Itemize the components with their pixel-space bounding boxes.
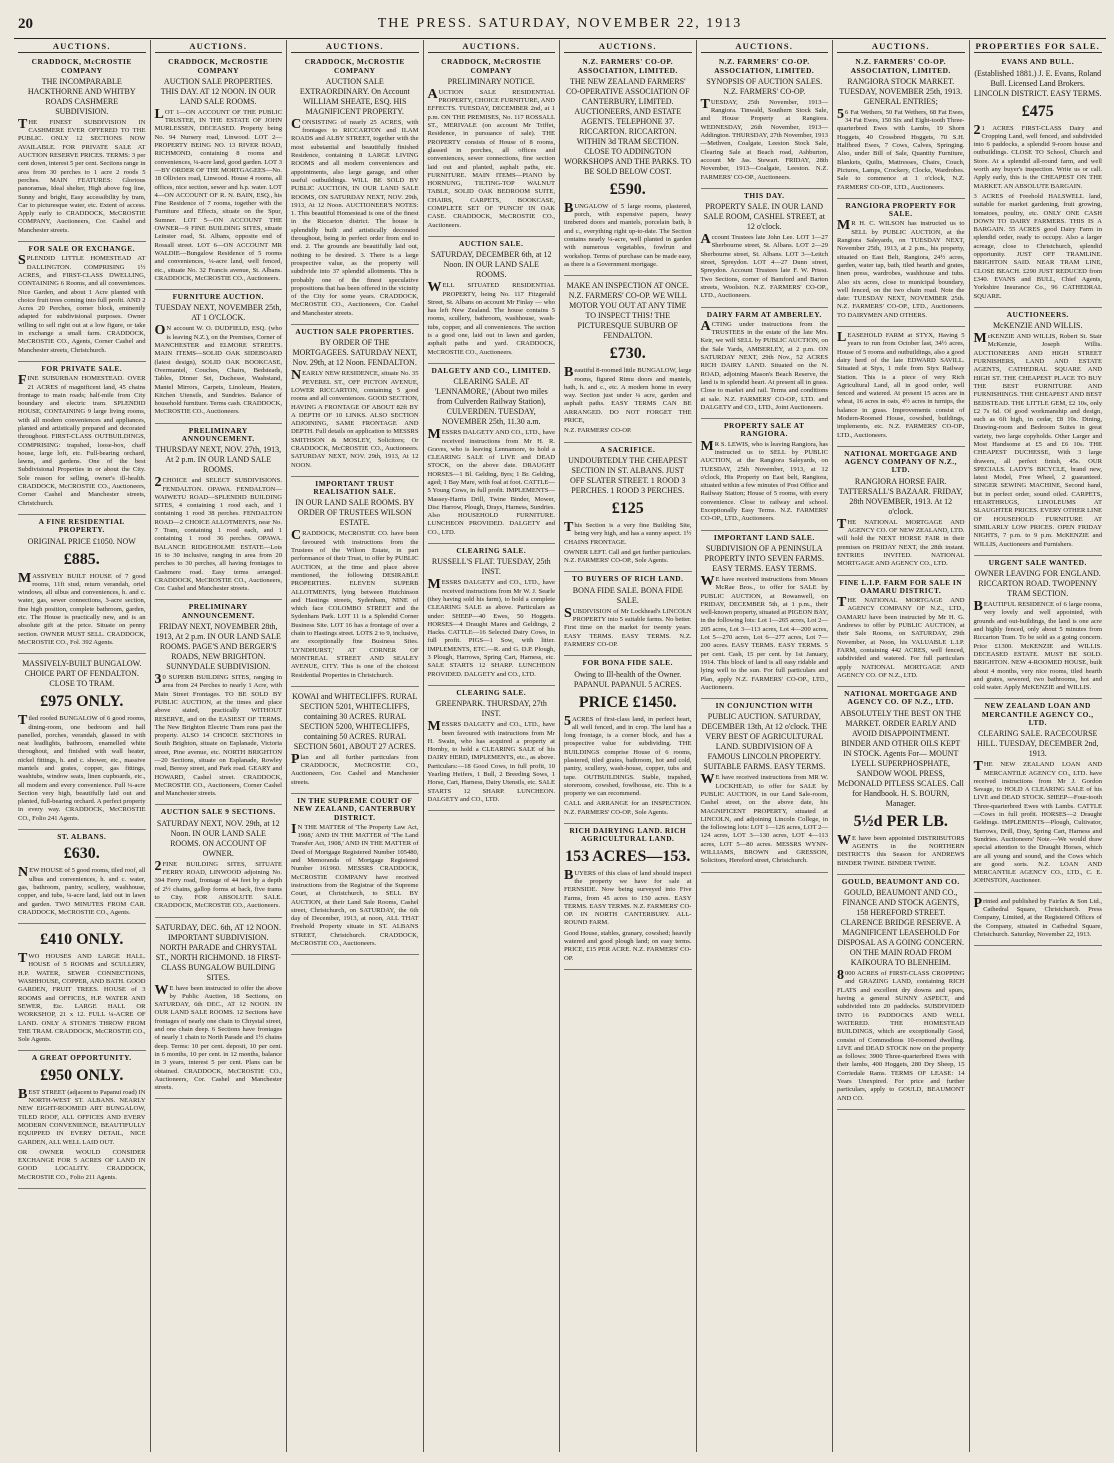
ad-body: 8000 ACRES of FIRST-CLASS CROPPING and GRAZING LAND, containing RICH FLATS and excellent dry downs and spurs, having a general SUNNY ASPECT, and subdivided into 20 paddocks. SUBDIVIDED INTO 16 PADDOCKS AND WELL WATERED. THE HOMESTEAD BUILDINGS, which are exceptionally Good, consist of Commodious 10-roomed dwelling. LIVE and DEAD STOCK now on the property as follows: 3900 Three-quarterbred Ewes with their lambs, 400 Hoggets, 280 Dry Sheep, 15 Corriedale Rams. TERMS OF LEASE: 14 Years Unexpired. For price and further particulars, apply to GOULD, BEAUMONT AND CO. xyxy=(837,968,965,1102)
ad-subheading: TUESDAY NEXT, NOVEMBER 25th, AT 1 O'CLOCK. xyxy=(155,303,282,323)
advertisement xyxy=(155,918,283,1100)
ad-subheading: PROPERTY SALE. IN OUR LAND SALE ROOM, CASHEL STREET, at 12 o'clock. xyxy=(703,202,825,232)
advertisement xyxy=(701,531,829,699)
ad-price: £975 ONLY. xyxy=(40,693,124,711)
ad-subheading: PUBLIC AUCTION. SATURDAY, DECEMBER 13th, At 12 o'clock. THE VERY BEST OF AGRICULTURAL LAND. SUBDIVISION OF A FAMOUS LINCOLN PROPERTY. SUITABLE FARMS. EASY TERMS. xyxy=(701,712,827,772)
columns-container xyxy=(14,40,1106,1452)
ad-price: PRICE £1450. xyxy=(578,693,677,711)
section-header: AUCTIONS. xyxy=(155,40,283,53)
ad-body-continued: CALL and ARRANGE for an INSPECTION. N.Z. FARMERS' CO-OP., Sole Agents. xyxy=(564,800,692,816)
ad-heading: TO BUYERS OF RICH LAND. xyxy=(572,574,684,584)
advertisement xyxy=(701,419,829,531)
advertisement xyxy=(155,600,283,805)
ad-body-continued: Good House, stables, granary, cowshed; heavily watered and good plough land; on easy terms. PRICE, £15 PER ACRE. N.Z. FARMERS' CO-OP. xyxy=(564,929,692,962)
column-5 xyxy=(560,40,697,1452)
ad-heading: A SACRIFICE. xyxy=(600,444,656,454)
ad-body: THE FINEST SUBDIVISION IN CASHMERE EVER OFFERED TO THE PUBLIC. ONLY 12 SECTIONS NOW AVAILABLE. FOR PRIVATE SALE AT AUCTION RESERVE PRICES. TERMS: 3 per cent down, interest 5 per cent. Sections range in area from 30 perches to 1 acre 2 roods 5 perches. MAIN FEATURES: Glorious panoramas, Ideal shelter, High above fog line, Sunny and bright, Easy accessibility by tram, Car to picturesque water, etc. Extent of access. Apply early to CRADDOCK, McCROSTIE COMPANY, Auctioneers, Cor. Cashel and Manchester streets. xyxy=(18,116,146,234)
ad-heading: FURNITURE AUCTION. xyxy=(172,292,264,302)
ad-body: THE NATIONAL MORTGAGE AND AGENCY COMPANY OF N.Z., LTD., OAMARU have been instructed by Mr H. G. Andrews to offer by PUBLIC AUCTION, at their Sale Rooms, on SATURDAY, 29th November, at Noon, his VALUABLE L.I.P. FARM, containing 442 ACRES, well fenced, subdivided and watered. For full particulars apply NATIONAL MORTGAGE AND AGENCY CO. OF N.Z., LTD. xyxy=(837,595,965,679)
ad-body: WELL SITUATED RESIDENTIAL PROPERTY, being No. 117 Fitzgerald Street, St. Albans on account Mr Finlay — who has left New Zealand. The house contains 5 rooms, scullery, bathroom, washhouse, wash-tubs, copper, and all conveniences. The section is a good one, laid out in lawn and garden, asphalt paths and yard. CRADDOCK, McCROSTIE CO., Auctioneers. xyxy=(427,280,555,356)
ad-body: BEST STREET (adjacent to Papanui road) IN NORTH-WEST ST. ALBANS. NEARLY NEW EIGHT-ROOMED ART BUNGALOW, TILED ROOF, ALL OFFICES AND EVERY MODERN CONVENIENCE, BEAUTIFULLY EQUIPPED IN EVERY DETAIL, NICE GARDEN, ALL WELL LAID OUT. xyxy=(18,1086,146,1146)
ad-price: £475 xyxy=(1021,102,1054,120)
advertisement xyxy=(18,362,146,515)
ad-price: £885. xyxy=(63,550,100,568)
ad-heading: N.Z. FARMERS' CO-OP. ASSOCIATION, LIMITED. xyxy=(714,57,815,75)
ad-heading: CRADDOCK, McCROSTIE COMPANY xyxy=(304,57,405,75)
column-7 xyxy=(833,40,970,1452)
ad-body: FINE SUBURBAN HOMESTEAD. OVER 21 ACRES of magnificent land, 45 chains frontage to main roads; half-mile from City boundary and electric tram. SPLENDID HOUSE, CONTAINING 9 large living rooms, with all modern conveniences and appliances, planted and artistically prepared and decorated throughout. FIRST-CLASS OUTBUILDINGS, COMPRISING: trapshed, loose-box, chaff house, large loft, etc. Full-bearing orchard, lawns, and gardens. One of the best Subdivisional Properties in or about the City. Sole reason for selling, owner's ill-health. CRADDOCK, McCROSTIE CO., Auctioneers, Corner Cashel and Manchester streets, Christchurch. xyxy=(18,373,146,507)
ad-subheading: SATURDAY NEXT, NOV. 29th, at 12 Noon. IN OUR LAND SALE ROOMS. ON ACCOUNT OF OWNER. xyxy=(156,818,280,858)
ad-body: BUNGALOW of 5 large rooms, plastered, porch, with expensive papers, heavy timbered doors and mantels, porcelain bath, h and c., everything right up-to-date. The Section contains nearly ¼-acre, well planted in garden with numerous vegetables, fowlrun and workshop. Terms of purchase can be made easy, as there is a Government mortgage. xyxy=(564,200,692,268)
ad-heading: CRADDOCK, McCROSTIE COMPANY xyxy=(441,57,542,75)
section-header: AUCTIONS. xyxy=(18,40,146,53)
ad-body: 30 SUPERB BUILDING SITES, ranging in area from 24 Perches to nearly 1 Acre, with Main Street Frontages. TO BE SOLD BY PUBLIC AUCTION, at the times and place above stated, practically WITHOUT RESERVE, and on the EASIEST OF TERMS. The New Brighton Electric Tram runs past the property. ALSO 14 CHOICE SECTIONS in South Brighton, situate on Esplanade, Victoria street, Pine avenue, etc. NORTH BRIGHTON—20 Sections, situate on Esplanade, Rowley road, Beresy street, and Park road. GEARY and HOWARD, Cashel street. CRADDOCK, McCROSTIE CO., Auctioneers, Corner Cashel and Manchester streets. xyxy=(154,672,282,798)
ad-heading: CRADDOCK, McCROSTIE COMPANY xyxy=(168,57,269,75)
advertisement xyxy=(291,55,419,325)
ad-subheading: OWNER LEAVING FOR ENGLAND. RICCARTON ROAD. TWOPENNY TRAM SECTION. xyxy=(974,569,1101,599)
ad-subheading: CLEARING SALE. RACECOURSE HILL. TUESDAY, DECEMBER 2nd, 1913. xyxy=(977,729,1099,759)
ad-body: Account Trustees late John Lee. LOT 1—27 Sherbourne street, St. Albans. LOT 2—29 Sherbourne street, St. Albans. LOT 3—Leitch street, Spreydon. LOT 4—27 Dunn street, Spreydon. Account Trustees late F. W. Priest. Two Sections, corner of Bamford and Barton streets, Woolston. N.Z. FARMERS' CO-OP., LTD., Auctioneers. xyxy=(700,232,828,300)
ad-heading: IMPORTANT LAND SALE. xyxy=(713,532,815,542)
ad-subheading: SATURDAY, DEC. 6th, AT 12 NOON. IMPORTANT SUBDIVISION. NORTH PARADE and CHRYSTAL ST., NORTH RICHMOND. 18 FIRST-CLASS BUNGALOW BUILDING SITES. xyxy=(155,922,281,982)
ad-heading: EVANS AND BULL. xyxy=(1001,57,1075,67)
advertisement xyxy=(428,55,556,237)
ad-subheading: GREENPARK. THURSDAY, 27th INST. xyxy=(435,699,547,719)
ad-heading: PRELIMINARY ANNOUNCEMENT. xyxy=(181,425,255,443)
ad-subheading: PRELIMINARY NOTICE. xyxy=(447,76,535,86)
ad-heading: ST. ALBANS. xyxy=(57,832,107,842)
ad-heading: PROPERTY SALE AT RANGIORA. xyxy=(724,421,805,439)
ad-subheading: AUCTION SALE PROPERTIES. THIS DAY. AT 12 NOON. IN OUR LAND SALE ROOMS. xyxy=(160,76,276,106)
ad-body: NEARLY NEW RESIDENCE, situate No. 35 PEVEREL ST., OFF PICTON AVENUE, LOWER RICCARTON, containing 5 good rooms and all conveniences. GOOD SECTION, HAVING A FRONTAGE OF ABOUT 82ft BY A DEPTH OF 10 LINKS. ALSO SECTION ADJOINING, SAME FRONTAGE AND DEPTH. Full details on application to MESSRS SMITHSON & MOSLEY, Solicitors; Or CRADDOCK, McCROSTIE CO., Auctioneers. SATURDAY NEXT, NOV. 29th, 1913, At 12 NOON. xyxy=(291,368,419,469)
ad-heading: GOULD, BEAUMONT AND CO. xyxy=(841,876,960,886)
ad-heading: DALGETY AND CO., LIMITED. xyxy=(431,365,551,375)
ad-heading: THIS DAY. xyxy=(743,190,785,200)
ad-price: £590. xyxy=(609,180,646,198)
advertisement xyxy=(564,276,692,442)
ad-body: WE have been instructed to offer the above by Public Auction, 18 Sections, on SATURDAY, 6th DEC., AT 12 NOON. IN OUR LAND SALE ROOMS. 12 Sections have frontages of nearly one chain to Chrystal street, and one chain deep. 6 Sections have frontages of nearly 1 chain to North Parade and 1½ chains deep. Terms: 10 per cent. deposit, 10 per cent. in 6 months, 10 per cent. in 12 months, balance in 3 years, interest 5 per cent. Plans can be obtained. CRADDOCK, McCROSTIE CO., Auctioneers, Cor. Cashel and Manchester streets. xyxy=(154,982,282,1092)
ad-heading: AUCTIONEERS. xyxy=(1006,309,1069,319)
section-header: PROPERTIES FOR SALE. xyxy=(974,40,1103,53)
ad-heading: AUCTION SALE 9 SECTIONS. xyxy=(160,807,276,817)
advertisement xyxy=(837,875,965,1110)
ad-heading: CLEARING SALE. xyxy=(456,687,527,697)
ad-heading: A FINE RESIDENTIAL PROPERTY. xyxy=(38,516,125,535)
advertisement xyxy=(837,687,965,875)
ad-price: 153 ACRES—153. xyxy=(565,847,691,865)
advertisement xyxy=(18,515,146,654)
ad-body-continued: OWNER LEFT. Call and get further particulars. N.Z. FARMERS' CO-OP., Sole Agents. xyxy=(564,548,692,565)
advertisement xyxy=(974,699,1103,892)
advertisement xyxy=(564,55,692,276)
advertisement xyxy=(701,308,829,420)
advertisement xyxy=(564,572,692,656)
ad-subheading: SATURDAY, DECEMBER 6th, at 12 Noon. IN OUR LAND SALE ROOMS. xyxy=(431,250,552,280)
column-8 xyxy=(970,40,1107,1452)
ad-price: £950 ONLY. xyxy=(40,1066,124,1084)
ad-subheading: FRIDAY NEXT, NOVEMBER 28th, 1913, At 2 p.m. IN OUR LAND SALE ROOMS. PAGE'S AND BERGER'S ROADS, NEW BRIGHTON. SUNNYDALE SUBDIVISION. xyxy=(155,622,281,672)
ad-heading: FOR BONA FIDE SALE. xyxy=(582,658,673,668)
ad-heading: FOR SALE OR EXCHANGE. xyxy=(28,244,136,254)
newspaper-page xyxy=(14,10,1106,1455)
advertisement xyxy=(18,654,146,830)
advertisement xyxy=(291,687,419,794)
ad-body: Printed and published by Fairfax & Son Ltd., Cathedral Square, Christchurch. Press Company, Limited, at the Registered Offices of the Company, situated in Cathedral Square, Christchurch. Saturday, November 22, 1913. xyxy=(973,895,1102,938)
ad-price: £125 xyxy=(611,499,644,517)
page-number: 20 xyxy=(18,16,33,32)
ad-body: NEW HOUSE of 5 good rooms, tiled roof, all ulbus and conveniences, h. and c. water, gas, bathroom, pantry, scullery, washhouse, copper, and tubs, ¼-acre land, laid out in lawn and garden. TWO MINUTES FROM CAR. CRADDOCK, McCROSTIE CO., Agents. xyxy=(18,865,146,916)
ad-body: McKENZIE AND WILLIS, Robert St. Stair McKenzie, Joseph Willis. AUCTIONEERS AND HIGH STREET FURNISHERS, LAND AND ESTATE AGENTS, CATHEDRAL SQUARE AND HIGH ST. THE CHEAPEST PLACE TO BUY THE BEST FURNITURE AND FURNISHINGS. THE CHEAPEST AND BEST BEDSTEAD. THE LITTLE GEM, £2 10s, only £2 7s 6d. Of good workmanship and design, such as 6ft high, in cedar, £8 10s. Dining, Drawing-room and Bedroom Suites in great variety, two large copyholds. Other Larger and Most Handsome at £5 and £6 10s. THE CHEAPEST DUCHESSE, With 3 large drawers, all perfect finish, 45s. OUR SPECIALS. LADY'S BICYCLE, brand new, latest Model, Free Wheel, 2 guaranteed. SINGER SEWING MACHINE, Second hand, but in perfect order, sound oiled. CARPETS, HEARTHRUGS, LINOLEUMS AT SLAUGHTER PRICES. EVERY OTHER LINE OF HOUSEHOLD FURNITURE AT SIMILARLY LOW PRICES. OPEN FRIDAY NIGHTS, 7 p.m. to 9 p.m. McKENZIE and WILLIS, Auctioneers and Furnishers. xyxy=(973,331,1102,548)
ad-subheading: ORIGINAL PRICE £1050. NOW xyxy=(27,536,136,546)
advertisement xyxy=(701,55,829,189)
column-4 xyxy=(424,40,561,1452)
ad-subheading: SYNOPSIS OF AUCTION SALES. N.Z. FARMERS' CO-OP. xyxy=(706,76,823,96)
ad-heading: N.Z. FARMERS' CO-OP. ASSOCIATION, LIMITED. xyxy=(850,57,951,75)
ad-body: THE NEW ZEALAND LOAN AND MERCANTILE AGENCY CO., LTD. have received instructions from Mr J. Gordon Savage, to HOLD A CLEARING SALE of his LIVE and DEAD STOCK. SHEEP—Four-tooth Three-quarterbred Ewes with Lambs. CATTLE—Cows in full profit. HORSES—2 Draught Geldings. IMPLEMENTS—Plough, Cultivator, Harrows, Drill, Dray, Spring Cart, Harness and Sundries. Auctioneers' Note.—We would draw special attention to the Draught Horses, which are all young and sound, and the Cows which are good sorts. N.Z. LOAN AND MERCANTILE AGENCY CO., LTD., C. E. JOHNSTON, Auctioneer. xyxy=(973,759,1102,885)
advertisement xyxy=(155,290,283,424)
ad-body: CONSISTING of nearly 25 ACRES, with frontages to RICCARTON and ILAM ROADS and ALBY STREET, together with the most substantial and beautifully finished Residence, containing 8 LARGE LIVING ROOMS and all modern conveniences and appointments, also large garage, and other useful outbuildings. WILL BE SOLD BY PUBLIC AUCTION, IN OUR LAND SALE ROOMS, ON SATURDAY NEXT, NOV. 29th, 1913, At 12 Noon. AUCTIONEER'S NOTES: 1. This beautiful Homestead is one of the finest in the Riccarton district. The house is splendidly built and artistically decorated throughout, being in perfect order from end to end. 2. The grounds are beautifully laid out, nothing to be desired. 3. There is a large prospective value, as the property will subdivide into 37 splendid allotments. This is probably one of the finest speculative propositions that has been offered in the vicinity of the City for some years. CRADDOCK, McCROSTIE CO., Auctioneers, Cor. Cashel and Manchester streets. xyxy=(291,116,419,317)
ad-subheading: BONA FIDE SALE. BONA FIDE SALE. xyxy=(572,585,683,605)
ad-subheading: IN OUR LAND SALE ROOMS. BY ORDER OF TRUSTEES WILSON ESTATE. xyxy=(295,498,415,528)
column-2 xyxy=(151,40,288,1452)
ad-body: BEAUTIFUL RESIDENCE of 6 large rooms, very lovely and well appointed, with grounds and out-buildings, the land is one acre and highly fenced, only about 5 minutes from Riccarton Tram. To be sold as a going concern. Price £1300. McKENZIE and WILLIS. DECEASED ESTATE. MUST BE SOLD. BRIGHTON. NEW 4-ROOMED HOUSE, built about 4 months, very nice rooms, tiled hearth and grates, sewered, two bathrooms, hot and cold water. Apply McKENZIE and WILLIS. xyxy=(973,599,1102,692)
ad-body: TWO HOUSES AND LARGE HALL. HOUSE of 5 ROOMS and SCULLERY, H.P. WATER, SEWER CONNECTIONS, WASHHOUSE, COPPER, AND BATH. GOOD GARDEN, FRUIT TREES. HOUSE of 3 ROOMS and OFFICES, H.P. WATER AND SEWER, Etc. LARGE HALL OR WORKSHOP, 21 x 12. FULL ¼-ACRE OF LAND. ONLY A STONE'S THROW FROM THE TRAM. CRADDOCK, McCROSTIE CO., Sole Agents. xyxy=(18,951,146,1044)
advertisement xyxy=(428,544,556,686)
ad-heading: IMPORTANT TRUST REALISATION SALE. xyxy=(313,478,397,497)
ad-body: 56 Fat Wethers, 50 Fat Wethers, 68 Fat Ewes, 34 Fat Ewes, 150 Six and Eight-tooth Three-quarterbred Ewes with Lambs, 19 Shorn Hoggets, 40 Crossbred Hoggets, 70 S.H. Halfbred Ewes, 7 Cows, Calves, Springing. Also, under Bill of Sale, Quantity Furniture, Blankets, Quilts, Mattresses, Chairs, Couch, Pictures, Lamps, Crockery, Clocks, Wardrobes. Sale to commence at 1 o'clock, N.Z. FARMERS' CO-OP., LTD., Auctioneers. xyxy=(837,106,965,191)
ad-heading: IN CONJUNCTION WITH xyxy=(715,701,813,711)
advertisement xyxy=(701,189,829,308)
advertisement xyxy=(564,443,692,573)
section-header: AUCTIONS. xyxy=(837,40,965,53)
ad-subheading: RANGIORA HORSE FAIR. TATTERSALL'S BAZAAR. FRIDAY, 28th NOVEMBER, 1913. At 12 o'clock. xyxy=(838,476,963,516)
ad-body: WE have received instructions from Messrs McRae Bros., to offer for SALE by PUBLIC AUCTION, at Rowanwell, on FRIDAY, DECEMBER 5th, at 1 p.m., their well-known property, situated at PIGEON BAY, in the following lots: Lot 1—265 acres, Lot 2—205 acres, Lot 3—113 acres, Lot 4—200 acres, Lot 5—270 acres, Lot 6—277 acres, Lot 7—200 acres. EASY TERMS. EASY TERMS. 5 per cent. Cash, 15 per cent. by 1st January, 1914. This block of land is all easy ridable and lying well to the sun. For full particulars and Plan, apply N.Z. FARMERS' CO-OP., LTD., Auctioneers. xyxy=(700,573,828,691)
ad-heading: AUCTION SALE. xyxy=(459,238,524,248)
ad-body-continued: N.Z. FARMERS' CO-OP. xyxy=(564,427,632,435)
advertisement xyxy=(18,242,146,362)
advertisement xyxy=(428,686,556,811)
ad-subheading: AUCTION SALE EXTRAORDINARY. On Account WILLIAM SHEATE, ESQ. HIS MAGNIFICENT PROPERTY. xyxy=(299,76,410,116)
section-header: AUCTIONS. xyxy=(291,40,419,53)
advertisement xyxy=(837,55,965,199)
ad-body: WE have received instructions from MR W. LOCKHEAD, to offer for SALE by PUBLIC AUCTION, in our Land Sale-room, Cashel street, on the above date, his MAGNIFICENT PROPERTY, situated at LINCOLN, and adjoining Lincoln College, in the following lots: LOT 1—126 acres, LOT 2—124 acres, LOT 3—130 acres, LOT 4—113 acres, LOT 5—80 acres. MESSRS WYNN-WILLIAMS, BROWN and GRESSON, Solicitors, Hereford street, Christchurch. xyxy=(700,772,828,865)
advertisement xyxy=(155,424,283,601)
ad-subheading: SUBDIVISION OF A PENINSULA PROPERTY INTO SEVEN FARMS. EASY TERMS. EASY TERMS. xyxy=(704,543,824,573)
advertisement xyxy=(155,55,283,290)
ad-subheading: THE INCOMPARABLE HACKTHORNE AND WHITBY ROADS CASHMERE SUBDIVISION. xyxy=(27,76,136,116)
ad-subheading: CLEARING SALE. AT 'LENNAMORE,' (About two miles from Culverden Railway Station), CULVERDEN. TUESDAY, NOVEMBER 25th, 11.30 a.m. xyxy=(434,377,548,427)
ad-heading: FINE L.I.P. FARM FOR SALE IN OAMARU DISTRICT. xyxy=(839,577,963,595)
advertisement xyxy=(837,327,965,447)
advertisement xyxy=(428,237,556,364)
ad-heading: NATIONAL MORTGAGE AND AGENCY COMPANY OF N.Z., LTD. xyxy=(844,448,958,475)
advertisement xyxy=(291,325,419,477)
ad-subheading: UNDOUBTEDLY THE CHEAPEST SECTION IN ST. ALBANS. JUST OFF SLATER STREET. 1 ROOD 3 PERCHES. 1 ROOD 3 PERCHES. xyxy=(568,455,688,495)
ad-subheading: THURSDAY NEXT, NOV. 27th, 1913, At 2 p.m. IN OUR LAND SALE ROOMS. xyxy=(155,445,282,475)
advertisement xyxy=(837,447,965,576)
ad-heading: DAIRY FARM AT AMBERLEY. xyxy=(706,309,822,319)
section-header: AUCTIONS. xyxy=(428,40,556,53)
section-header: AUCTIONS. xyxy=(564,40,692,53)
ad-body: LEASEHOLD FARM at STYX, Having 5 years to run from October last, 34½ acres, House of 5 rooms and outbuildings, also a good dairy herd of the late EDWARD SAVILL. Situated at Styx, 1 mile from Styx Railway Station. This is a piece of very Rich Agricultural Land, all in good order, well fenced and watered. At present 15 acres are in wheat, 16 acres in oats, 4½ acres in turnips, the balance in grass. Improvements consist of Modern-Roomed House, cowshed, buildings, implements, etc. N.Z. FARMERS' CO-OP., LTD., Auctioneers. xyxy=(837,330,965,439)
ad-subheading: GOULD, BEAUMONT AND CO., FINANCE AND STOCK AGENTS, 158 HEREFORD STREET. CLARENCE BRIDGE RESERVE. A MAGNIFICENT LEASEHOLD For DISPOSAL AS A GOING CONCERN. ON THE MAIN ROAD FROM KAIKOURA TO BLENHEIM. xyxy=(837,888,965,968)
ad-heading: CLEARING SALE. xyxy=(456,546,527,556)
advertisement xyxy=(18,830,146,924)
ad-heading: PRELIMINARY ANNOUNCEMENT. xyxy=(181,602,255,620)
ad-heading: URGENT SALE WANTED. xyxy=(988,557,1087,567)
ad-body: ACTING under instructions from the TRUSTEES in the estate of the late Mrs. Keir, we will SELL by PUBLIC AUCTION, on the Sale Yards, AMBERLEY, at 2 p.m. ON SATURDAY NEXT, 29th Nov., 52 ACRES RICH DAIRY LAND. Situated on the N. ROAD, adjoining Mason's Beach Reserve, the land is in splendid heart. At present all in grass. Close to market and rail. Terms and conditions at sale. N.Z. FARMERS' CO-OP., LTD. and DALGETY and CO., LTD., Joint Auctioneers. xyxy=(700,318,828,411)
ad-heading: RANGIORA PROPERTY FOR SALE. xyxy=(845,200,957,219)
ad-heading: AUCTION SALE PROPERTIES. xyxy=(295,327,415,337)
ad-subheading: (Established 1881.) J. E. Evans, Roland Bull. Licensed Land Brokers. LINCOLN DISTRICT. EASY TERMS. xyxy=(973,68,1102,98)
ad-body: SPLENDID LITTLE HOMESTEAD AT DALLINGTON. COMPRISING 1½ ACRES, and FIRST-CLASS DWELLING, CONTAINING 6 Rooms, and all conveniences. Nice Garden, and about 1 Acre planted with choice fruit trees coming into full profit. AND 2 Acres 20 Perches, corner block, eminently adapted for subdivisional purposes. Owner willing to sell right out at a low figure, or take in exchange a small farm. CRADDOCK, McCROSTIE CO., Agents, Corner Cashel and Manchester streets, Christchurch. xyxy=(18,253,146,354)
ad-body: CRADDOCK, McCROSTIE CO. have been favoured with instructions from the Trustees of the Wilson Estate, in part performance of their Trust, to offer by PUBLIC AUCTION, at the time and place above mentioned, the following DESIRABLE PROPERTIES. ELEVEN SUPERB ALLOTMENTS, lying between Hutchinson and Hastings streets, Sydenham, NINE of which face COLOMBO STREET and the Sydenham Park. LOT 11 is a Splendid Corner Business Site. LOT 16 has a frontage of over a chain to Hastings street. LOTS 2 to 9, inclusive, are exceptionally fine Business Sites. 'LYNDHURST,' AT CORNER OF MONTREAL STREET AND SEALEY AVENUE, CITY. This is one of the choicest Residential Properties in Christchurch. xyxy=(291,528,419,679)
column-3 xyxy=(287,40,424,1452)
ad-subheading: BY ORDER OF THE MORTGAGEES. SATURDAY NEXT, Nov. 29th, at 12 Noon. FENDALTON. xyxy=(292,338,418,368)
ad-heading: RICH DAIRYING LAND. RICH AGRICULTURAL LAND. xyxy=(569,826,687,844)
ad-body: WE have been appointed DISTRIBUTORS AGENTS in the NORTHERN DISTRICTS this Season for ANDREWS BINDER TWINE. BINDER TWINE. xyxy=(837,832,965,867)
ad-subheading: RUSSELL'S FLAT. TUESDAY, 25th INST. xyxy=(431,557,551,577)
ad-heading: NEW ZEALAND LOAN AND MERCANTILE AGENCY CO., LTD. xyxy=(981,701,1094,727)
ad-body: AUCTION SALE RESIDENTIAL PROPERTY, CHOICE FURNITURE, AND EFFECTS. TUESDAY, DECEMBER 2nd, at 1 p.m. ON THE PREMISES, No. 117 ROSSALL ST., MERIVALE (on account Mr Triffet, Residence, in pursuance of sale). THE PROPERTY consists of House of 8 rooms, glassed in porches, all offices and conveniences, sewer connections, fine section laid out and planted, asphalt paths, etc. FURNITURE. MAIN ITEMS—PIANO by HORNUNG, TILTING-TOP WALNUT TABLE, SOLID OAK BEDROOM SUITE, CHAIRS, CARPETS, BOOKCASE, COMPLETE SET OF 'PUNCH' IN OAK CASE. CRADDOCK, McCROSTIE CO., Auctioneers. xyxy=(427,86,555,229)
ad-body: Plan and all further particulars from CRADDOCK, McCROSTIE CO., Auctioneers, Cor. Cashel and Manchester streets. xyxy=(291,751,419,786)
ad-subheading: ABSOLUTELY THE BEST ON THE MARKET. ORDER EARLY AND AVOID DISAPPOINTMENT. BINDER AND OTHER OILS KEPT IN STOCK. Agents For— MOUNT LYELL SUPERPHOSPHATE, SANDOW WOOL PRESS, McDONALD PITLESS SCALES. Call for Handbook. H. S. BOURN, Manager. xyxy=(837,708,964,808)
masthead xyxy=(14,10,1106,39)
advertisement xyxy=(974,308,1103,556)
ad-heading: N.Z. FARMERS' CO-OP. ASSOCIATION, LIMITED. xyxy=(577,57,678,75)
ad-body: LOT 1—ON ACCOUNT OF THE PUBLIC TRUSTEE, IN THE ESTATE OF JOHN MURLESSEN, DECEASED. Property being No. 94 Nursery road, Linwood. LOT 2—PROPERTY BEING NO. 13 RIVER ROAD, RICHMOND, containing 8 rooms and conveniences, ¼-acre land, good garden. LOT 3—BY ORDER OF THE MORTGAGEES—No. 18 Olliviers road, Linwood. House 4 rooms, all offices, nice section, sewer and h.p. water. LOT 4—ON ACCOUNT OF R. N. BAIN, ESQ., his Fine Residence of 7 rooms, together with the Furniture and Effects, situate on the Spur, Sumner. LOT 5—ON ACCOUNT THE OWNER—9 FINE BUILDING SITES, situate Leinster road, St. Albans, opposite end of Rossall street. LOT 6—ON ACCOUNT MR WALDIE—Bungalow Residence of 5 rooms and conveniences, ¼-acre land, well fenced, etc., situate No. 32 Francis avenue, St. Albans. CRADDOCK, McCROSTIE CO., Auctioneers. xyxy=(154,106,282,282)
ad-subheading: Owing to Ill-health of the Owner. PAPANUI. PAPANUI. 5 ACRES. xyxy=(573,669,682,689)
advertisement xyxy=(291,794,419,955)
ad-body: 5ACRES of first-class land, in perfect heart, all well fenced, and in crop. The land has a long frontage, is a corner block, and has a prospective value for subdividing. THE BUILDINGS comprise House of 6 rooms, plastered, tiled grates, bathroom, hot and cold, pantry, scullery, wash-house, copper, tubs and tape. OUTBUILDINGS. Stable, trapshed, storeroom, cowshed, fowlhouse, etc. This is a property we can recommend. xyxy=(564,713,692,798)
advertisement xyxy=(974,893,1103,946)
ad-body: ON account W. O. DUDFIELD, ESQ. (who is leaving N.Z.), on the Premises, Corner of MANCHESTER and ELMORE STREETS. MAIN ITEMS—SOLID OAK SIDEBOARD (latest design), SOLID OAK BOOKCASE, Overmantel, Couches, Chairs, Bedsteads, Tables, Dinner Set, Duchesse, Washstand, Mantel Mirrors, Carpets, Linoleum, Heaters, Kitchen Utensils, and Sundries. Balance of household furniture. Terms cash. CRADDOCK, McCROSTIE CO., Auctioneers. xyxy=(154,323,282,416)
advertisement xyxy=(564,656,692,824)
ad-heading: A GREAT OPPORTUNITY. xyxy=(31,1053,132,1063)
advertisement xyxy=(155,805,283,917)
ad-body: 21 ACRES FIRST-CLASS Dairy and Cropping Land, well fenced, and subdivided into 6 paddocks, a splendid 9-room house and outbuildings. CLOSE TO School, Church and Store. At a splendid all-round farm, and well worth any buyer's inspection. Write us or call. Apply early, this is the CHEAPEST ON THE MARKET. AN ABSOLUTE BARGAIN. xyxy=(973,122,1102,190)
ad-heading: FOR PRIVATE SALE. xyxy=(41,363,123,373)
ad-body: MR H. C. WILSON has instructed us to SELL by PUBLIC AUCTION, at the Rangiora Saleyards, on TUESDAY NEXT, November 25th, 1913, at 2 p.m., his property, situated on East Belt, Rangiora, 24½ acres, garden, water tap, bath, tiled hearth and grates, linen press, wardrobes, washhouse and tubs. Also six acres, close to municipal boundary, well fenced, on the two chain road. Note the date: TUESDAY NEXT, NOVEMBER 25th. N.Z. FARMERS' CO-OP., LTD., Auctioneers. TO DAIRYMEN AND OTHERS. xyxy=(837,218,965,319)
ad-subheading: MAKE AN INSPECTION AT ONCE. N.Z. FARMERS' CO-OP. WE WILL MOTOR YOU OUT AT ANY TIME TO INSPECT THIS! THE PICTURESQUE SUBURB OF FENDALTON. xyxy=(566,281,689,341)
ad-body: This Section is a very fine Building Site, being very high, and has a sunny aspect. 1½ CHAINS FRONTAGE. xyxy=(564,519,692,546)
advertisement xyxy=(974,556,1103,700)
advertisement xyxy=(291,477,419,687)
column-6 xyxy=(697,40,834,1452)
advertisement xyxy=(564,824,692,970)
ad-body: MESSRS DALGETY and CO., LTD., have been favoured with instructions from Mr H. Swain, who has acquired a property at Hornby, to hold a CLEARING SALE of his DAIRY HERD, IMPLEMENTS, etc., as above. Particulars:—18 Good Cows, in full profit, 10 Yearling Heifers, 1 Bull, 2 Breeding Sows, 1 Horse, Cart, Harness, Dairy Utensils, etc. SALE STARTS 12 SHARP. LUNCHEON. DALGETY and CO., LTD. xyxy=(427,719,555,803)
newspaper-title: THE PRESS. SATURDAY, NOVEMBER 22, 1913 xyxy=(377,16,743,31)
ad-price: £730. xyxy=(609,345,646,363)
ad-body: Beautiful 8-roomed little BUNGALOW, large rooms, figured Rimu doors and mantels, bath, h. and c., etc. A modern home in every way. Section just under ¼ acre, garden and asphalt paths. EASY TERMS CAN BE ARRANGED. DO NOT FORGET THE PRICE, xyxy=(564,365,692,425)
advertisement xyxy=(974,55,1103,308)
ad-heading: NATIONAL MORTGAGE AND AGENCY CO. OF N.Z., LTD. xyxy=(844,689,958,707)
ad-body: MASSIVELY BUILT HOUSE of 7 good rooms, 11ft stud, return verandah, oriel windows, all ulbus and conveniences, h. and c. water, gas, sewer connections, 3-acre section, fine high position, complete bathroom, garden, etc. The House is practically new, and is an absolute gift at the price. Situate on penny section. OWNER MUST SELL. CRADDOCK, McCROSTIE CO., Fol. 392 Agents. xyxy=(18,570,146,646)
advertisement xyxy=(18,1051,146,1189)
ad-body: Tiled roofed BUNGALOW of 6 good rooms, dining-room, one bedroom and hall panelled, porches, verandah, glassed in with neat leadlights, bathroom, enamelled white throughout, and finished with wall heater, nickel fittings, h. and c. shower, etc., massive mantels and grates, copper, gas fittings, washtubs, window seats, linen cupboards, etc., all modern and every convenience. Full ¼-acre Section very high, beautifully laid out and planted, full-bearing orchard. A perfect property in every way. CRADDOCK, McCROSTIE CO., Folio 241 Agents. xyxy=(18,713,146,822)
ad-price: £630. xyxy=(63,845,100,863)
ad-subheading: MASSIVELY-BUILT BUNGALOW. CHOICE PART OF FENDALTON. CLOSE TO TRAM. xyxy=(22,659,142,689)
ad-body: THE NATIONAL MORTGAGE AND AGENCY CO. OF NEW ZEALAND, LTD. will hold the NEXT HORSE FAIR in their premises on FRIDAY NEXT, the 28th instant. ENTRIES INVITED. NATIONAL MORTGAGE AND AGENCY CO., LTD. xyxy=(837,516,965,568)
ad-subheading: RANGIORA STOCK MARKET. TUESDAY, NOVEMBER 25th, 1913. GENERAL ENTRIES; xyxy=(839,76,963,106)
ad-body: SUBDIVISION of Mr Lockhead's LINCOLN PROPERTY into 5 suitable farms. No better. First time on the market for twenty years. EASY TERMS. EASY TERMS. N.Z. FARMERS' CO-OP. xyxy=(564,605,692,648)
ad-body: MR S. LEWIS, who is leaving Rangiora, has instructed us to SELL by PUBLIC AUCTION, at the Rangiora Saleyards, on TUESDAY, 25th November, 1913, at 12 o'clock, His Property on East belt, Rangiora, situated within a few minutes of Post Office and Railway Station; House of 5 rooms, with every convenience. Close to railway and school. Exceptionally Easy Terms. N.Z. FARMERS' CO-OP., LTD., Auctioneers. xyxy=(700,438,828,523)
ad-body: 2CHOICE and SELECT SUBDIVISIONS. FENDALTON. OPAWA. FENDALTON—WAIWETU ROAD—SPLENDID BUILDING SITES, 4 containing 1 rood each, and 1 containing 1 rood 38 perches. FENDALTON ROAD—2 CHOICE ALLOTMENTS, near No. 7 Tram, containing 1 rood each, and 1 containing 1 rood 36 perches. OPAWA. BALANCE RIDGEHOLME ESTATE—Lots 16 to 30 inclusive, ranging in area from 20 perches to 30 perches, all having frontages to Cashmere road. Easy terms arranged. CRADDOCK, McCROSTIE CO., Auctioneers, Cor. Cashel and Manchester streets. xyxy=(154,475,282,593)
ad-body: MESSRS DALGETY AND CO., LTD., have received instructions from Mr H. R. Graves, who is leaving Lennamore, to hold a CLEARING SALE of LIVE and DEAD STOCK, on the above date. DRAUGHT HORSES—1 Bl. Gelding, 8yrs; 1 Br. Gelding, aged; 1 Bay Mare, with foal at foot. CATTLE—5 Young Cows, in full profit. IMPLEMENTS—Massey-Harris Drill, Twine Binder, Mower, Disc Harrow, Plough, Drays, Harness, Sundries. Also HOUSEHOLD FURNITURE. LUNCHEON PROVIDED. DALGETY and CO., LTD. xyxy=(427,427,555,536)
ad-heading: IN THE SUPREME COURT OF NEW ZEALAND, CANTERBURY DISTRICT. xyxy=(293,796,417,822)
ad-heading: CRADDOCK, McCROSTIE COMPANY xyxy=(31,57,132,75)
advertisement xyxy=(428,364,556,544)
advertisement xyxy=(701,699,829,873)
ad-body: BUYERS of this class of land should inspect the property we have for sale at FERNSIDE. Now being surveyed into Five Farms, from 45 acres to 150 acres. EASY TERMS. EASY TERMS. N.Z. FARMERS' CO-OP. IN NORTH CANTERBURY. ALL-ROUND FARM. xyxy=(564,867,692,927)
advertisement xyxy=(837,576,965,688)
ad-price: 5½d PER LB. xyxy=(853,812,948,830)
advertisement xyxy=(18,924,146,1051)
ad-body: IN THE MATTER of 'The Property Law Act, 1908,' AND IN THE MATTER of 'The Land Transfer Act, 1908,' AND IN THE MATTER of Deed of Mortgage Registered Number 105480, and Memoranda of Mortgage Registered Number 161960. MESSRS CRADDOCK, McCROSTIE COMPANY have received instructions from the Registrar of the Supreme Court, at Christchurch, to SELL BY AUCTION, at their Land Sale Rooms, Cashel street, Christchurch, on SATURDAY, the 6th day of December, 1913, at noon, ALL THAT Freehold Property situate in ST. ALBANS STREET, Christchurch. CRADDOCK, McCROSTIE CO., Auctioneers. xyxy=(291,821,419,948)
ad-price: £410 ONLY. xyxy=(40,931,124,949)
ad-body: TUESDAY, 25th November, 1913—Rangiora. Tinwald, Southern Stock Sale, and House Property at Rangiora. WEDNESDAY, 26th November, 1913—Addington. THURSDAY, 27th November, 1913—Methven, Coalgate, Leeston Stock Sale, Clearing Sale at Beach road, Ashburton, account Mr Jas. Stewart. FRIDAY, 28th November, 1913—Coalgate, Leeston. N.Z. FARMERS' CO-OP., Auctioneers. xyxy=(700,96,828,181)
advertisement xyxy=(837,199,965,327)
ad-body: 2FINE BUILDING SITES, SITUATE FERRY ROAD, LINWOOD adjoining No. 394 Ferry road, frontage of 44 feet by a depth of 2½ chains, gallop forms at back, five trams to City. FOR ABSOLUTE SALE. CRADDOCK, McCROSTIE CO., Auctioneers. xyxy=(154,858,282,910)
section-header: AUCTIONS. xyxy=(701,40,829,53)
ad-body-continued: 3 ACRES of Freehold HALSWELL land, suitable for market gardening, fruit growing, tomatoes, poultry, etc. ONLY ONE CASH DOWN TO DAIRY FARMERS. THIS IS A BARGAIN. 55 ACRES good Dairy Farm in splendid order, ready to occupy. Also a larger acreage, close to Christchurch, splendid opportunity. JUST OFF TRAMLINE. BRIGHTON SAID. NEAR TRAM LINE, CLOSE BEACH. £290 JUST REDUCED from £340. EVANS and BULL, Chief Agents, Yorkshire Insurance Co., 96 CATHEDRAL SQUARE. xyxy=(973,192,1102,300)
advertisement xyxy=(18,55,146,242)
ad-subheading: THE NEW ZEALAND FARMERS' CO-OPERATIVE ASSOCIATION OF CANTERBURY, LIMITED. AUCTIONEERS, AND ESTATE AGENTS. TELEPHONE 37. RICCARTON. RICCARTON. WITHIN 3d TRAM SECTION. CLOSE TO ADDINGTON WORKSHOPS AND THE PARKS. TO BE SOLD BELOW COST. xyxy=(564,76,692,176)
ad-subheading: KOWAI and WHITECLIFFS. RURAL SECTION 5201, WHITECLIFFS, containing 30 ACRES. RURAL SECTION 5200, WHITECLIFFS, containing 50 ACRES. RURAL SECTION 5601, ABOUT 27 ACRES. xyxy=(292,691,418,751)
column-1 xyxy=(14,40,151,1452)
ad-body: MESSRS DALGETY and CO., LTD., have received instructions from Mr W. J. Searle (they having sold his farm), to hold a complete CLEARING SALE as above. Particulars as under: SHEEP—40 Ewes, 50 Hoggets. HORSES—4 Draught Mares and Geldings, 2 Hacks. CATTLE—16 Selected Dairy Cows, in full profit. PIGS—1 Sow, with litter. IMPLEMENTS, ETC.—R. and G. D.P. Plough, 3 Plough, Harrows, Spring Cart, Harness, etc. SALE STARTS 12 SHARP. LUNCHEON PROVIDED. DALGETY and CO., LTD. xyxy=(427,577,555,678)
ad-body-continued: OR OWNER WOULD CONSIDER EXCHANGE FOR 5 ACRES OF LAND IN GOOD LOCALITY. CRADDOCK, McCROSTIE CO., Folio 211 Agents. xyxy=(18,1148,146,1181)
ad-subheading: McKENZIE AND WILLIS. xyxy=(993,321,1083,331)
